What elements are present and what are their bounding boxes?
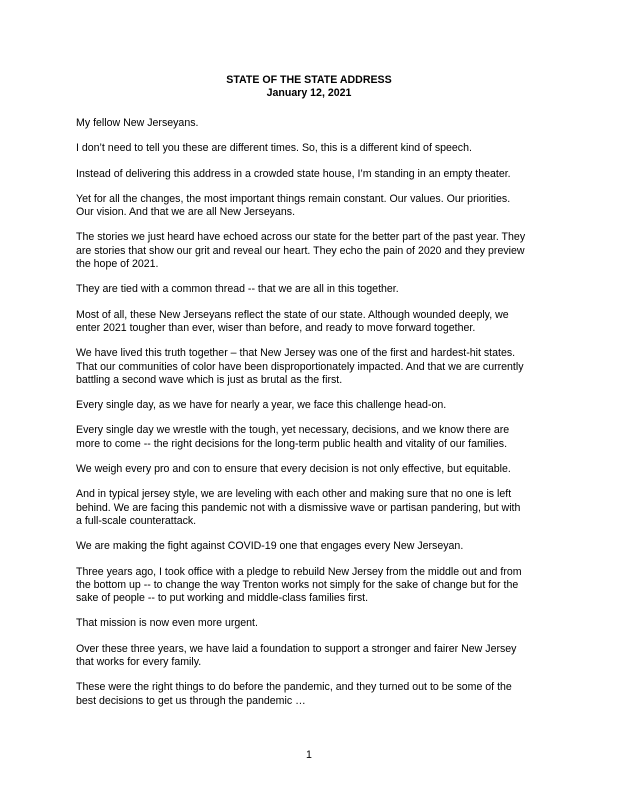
- paragraph-line: that works for every family.: [76, 656, 202, 669]
- paragraph-line: Most of all, these New Jerseyans reflect the state of our state. Although wounded deeply, we: [76, 308, 509, 321]
- body-paragraph: [76, 142, 546, 155]
- page-number: 1: [306, 749, 312, 761]
- paragraph-line: the hope of 2021.: [76, 258, 159, 271]
- paragraph-line: They are tied with a common thread -- that we are all in this together.: [76, 283, 399, 296]
- body-paragraph: [76, 488, 546, 528]
- paragraph-line: are stories that show our grit and reveal our heart. They echo the pain of 2020 and they preview: [76, 244, 525, 257]
- body-paragraph: [76, 540, 546, 553]
- paragraph-line: These were the right things to do before the pandemic, and they turned out to be some of the: [76, 681, 512, 694]
- paragraph-line: Instead of delivering this address in a crowded state house, I’m standing in an empty theater.: [76, 167, 511, 180]
- paragraph-line: more to come -- the right decisions for the long-term public health and vitality of our families.: [76, 437, 508, 450]
- paragraph-line: Every single day, as we have for nearly a year, we face this challenge head-on.: [76, 399, 447, 412]
- paragraph-line: the bottom up -- to change the way Trenton works not simply for the sake of change but for the: [76, 578, 519, 591]
- body-paragraph: [76, 193, 546, 220]
- body-paragraph: [76, 617, 546, 630]
- paragraph-line: And in typical jersey style, we are leveling with each other and making sure that no one is left: [76, 488, 512, 501]
- document-date: January 12, 2021: [266, 87, 352, 99]
- body-paragraph: [76, 309, 546, 336]
- body-paragraph: [76, 463, 546, 476]
- paragraph-line: My fellow New Jerseyans.: [76, 117, 199, 129]
- paragraph-line: best decisions to get us through the pandemic …: [76, 694, 306, 707]
- document-body: [76, 117, 546, 720]
- body-paragraph: [76, 399, 546, 412]
- body-paragraph: [76, 117, 546, 130]
- paragraph-line: We are making the fight against COVID-19 one that engages every New Jerseyan.: [76, 540, 464, 553]
- body-paragraph: [76, 283, 546, 296]
- body-paragraph: [76, 168, 546, 181]
- paragraph-line: The stories we just heard have echoed across our state for the better part of the past year. They: [76, 231, 526, 244]
- paragraph-line: We weigh every pro and con to ensure that every decision is not only effective, but equitable.: [76, 463, 511, 476]
- paragraph-line: Our vision. And that we are all New Jerseyans.: [76, 206, 296, 219]
- body-paragraph: [76, 681, 546, 708]
- paragraph-line: sake of people -- to put working and middle-class families first.: [76, 592, 369, 605]
- body-paragraph: [76, 643, 546, 670]
- paragraph-line: behind. We are facing this pandemic not with a dismissive wave or partisan pandering, but with: [76, 501, 521, 514]
- paragraph-line: I don’t need to tell you these are different times. So, this is a different kind of speech.: [76, 142, 472, 155]
- body-paragraph: [76, 231, 546, 271]
- document-title: STATE OF THE STATE ADDRESS: [226, 74, 392, 86]
- paragraph-line: That our communities of color have been disproportionately impacted. And that we are currently: [76, 360, 524, 373]
- paragraph-line: Three years ago, I took office with a pledge to rebuild New Jersey from the middle out and from: [76, 565, 522, 578]
- paragraph-line: We have lived this truth together – that New Jersey was one of the first and hardest-hit states.: [76, 347, 516, 360]
- paragraph-line: Over these three years, we have laid a foundation to support a stronger and fairer New Jersey: [76, 642, 517, 655]
- paragraph-line: enter 2021 tougher than ever, wiser than before, and ready to move forward together.: [76, 321, 476, 334]
- body-paragraph: [76, 424, 546, 451]
- body-paragraph: [76, 566, 546, 606]
- body-paragraph: [76, 347, 546, 387]
- paragraph-line: Yet for all the changes, the most important things remain constant. Our values. Our priorities.: [76, 192, 511, 205]
- paragraph-line: a full-scale counterattack.: [76, 514, 197, 527]
- paragraph-line: That mission is now even more urgent.: [76, 617, 258, 630]
- paragraph-line: battling a second wave which is just as brutal as the first.: [76, 373, 343, 386]
- paragraph-line: Every single day we wrestle with the tough, yet necessary, decisions, and we know there are: [76, 424, 510, 437]
